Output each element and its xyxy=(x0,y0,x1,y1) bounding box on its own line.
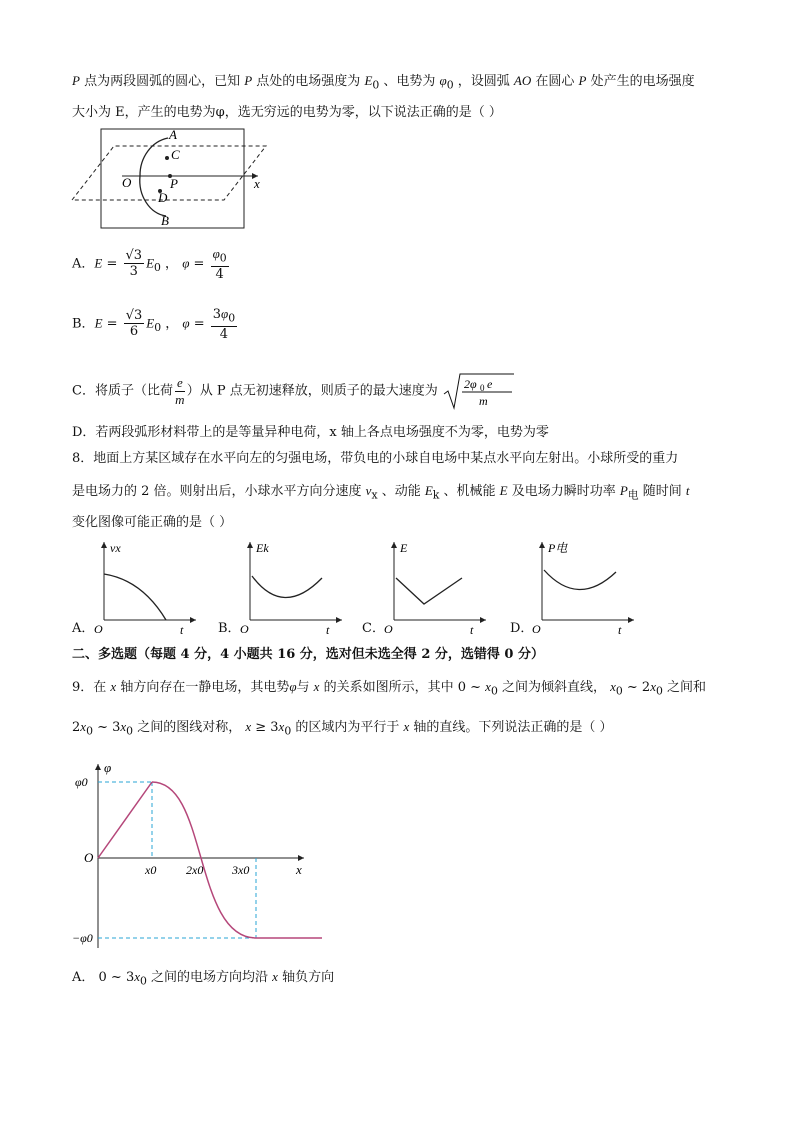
q9-xlabel: x xyxy=(296,862,302,877)
svg-text:e: e xyxy=(486,377,493,391)
svg-text:vx: vx xyxy=(110,541,121,555)
q8-stem-line-3: 变化图像可能正确的是（ ） xyxy=(72,515,233,530)
q8-graph-d xyxy=(530,538,640,638)
section-2-heading: 二、多选题（每题 4 分，4 小题共 16 分，选对但未选全得 2 分，选错得 0 分） xyxy=(72,647,545,662)
q7-option-b: B．E = $\frac{√3}{6}$ $E_0$ ， φ = $\frac{3\varphi_0}{4}$ xyxy=(72,306,236,342)
svg-text:2φ: 2φ xyxy=(463,377,477,391)
q9-graph xyxy=(72,758,332,954)
svg-text:Ek: Ek xyxy=(256,541,269,555)
q7-label-C: C xyxy=(171,147,180,162)
q7-figure xyxy=(70,128,270,230)
q7-label-P: P xyxy=(170,176,178,191)
svg-text:O: O xyxy=(532,622,541,636)
q8-option-c-label: C． xyxy=(362,621,385,636)
q7-label-x: x xyxy=(254,176,260,191)
q9-origin-label: O xyxy=(84,850,94,865)
q9-stem-line-2: $2x_0$ ~ $3x_0$ 之间的图线对称， $x \ge 3x_0$ 的区域内为平行于 x 轴的直线。下列说法正确的是（ ） xyxy=(72,719,613,738)
q7-stem-line-2: 大小为 E，产生的电势为φ，选无穷远的电势为零，以下说法正确的是（ ） xyxy=(72,105,502,120)
q9-phi0-label: φ0 xyxy=(75,775,88,789)
svg-text:O: O xyxy=(384,622,393,636)
q8-graph-a xyxy=(92,538,202,638)
q7-option-c: C．将质子（比荷 $\frac{e}{m}$ ）从 P 点无初速释放，则质子的最大速度为 2φ 0 e m xyxy=(72,372,516,410)
svg-text:O: O xyxy=(94,622,103,636)
q8-option-a-label: A． xyxy=(72,621,95,636)
q9-neg-phi0-label: −φ0 xyxy=(72,931,93,945)
svg-text:t: t xyxy=(618,623,622,637)
q9-option-a: A． 0 ~ $3x_0$ 之间的电场方向均沿 x 轴负方向 xyxy=(72,969,335,988)
q9-stem-line-1: 9．在 x 轴方向存在一静电场，其电势φ与 x 的关系如图所示，其中 0 ~ $x_0$ 之间为倾斜直线， $x_0$ ~ $2x_0$ 之间和 xyxy=(72,679,707,698)
q9-2x0-label: 2x0 xyxy=(186,863,204,877)
svg-text:E: E xyxy=(400,541,408,555)
q8-stem-line-1: 8．地面上方某区域存在水平向左的匀强电场，带负电的小球自电场中某点水平向左射出。小球所受的重力 xyxy=(72,451,679,466)
svg-text:t: t xyxy=(470,623,474,637)
q8-option-b-label: B． xyxy=(218,621,241,636)
svg-text:P电: P电 xyxy=(548,541,568,555)
q9-x0-label: x0 xyxy=(145,863,157,877)
q7-label-O: O xyxy=(122,175,132,190)
q8-option-d-label: D． xyxy=(510,621,534,636)
q8-graph-c xyxy=(382,538,492,638)
svg-text:t: t xyxy=(180,623,184,637)
svg-text:t: t xyxy=(326,623,330,637)
q7-stem-line-1: P 点为两段圆弧的圆心，已知 P 点处的电场强度为 $E_0$ 、电势为 $\varphi_0$ ，设圆弧 AO 在圆心 P 处产生的电场强度 xyxy=(72,73,695,92)
q7-label-B: B xyxy=(161,213,169,228)
q7-label-A: A xyxy=(169,128,177,142)
q9-ylabel: φ xyxy=(104,760,112,775)
sqrt-expression xyxy=(442,372,516,410)
q7-label-D: D xyxy=(158,190,168,205)
q7-option-d: D．若两段弧形材料带上的是等量异种电荷，x 轴上各点电场强度不为零，电势为零 xyxy=(72,425,549,440)
svg-text:m: m xyxy=(478,394,488,408)
svg-text:O: O xyxy=(240,622,249,636)
svg-text:0: 0 xyxy=(479,383,485,393)
q9-3x0-label: 3x0 xyxy=(232,863,250,877)
q7-option-a: A．E = $\frac{√3}{3}$ $E_0$ ， φ = $\frac{\varphi_0}{4}$ xyxy=(72,246,227,282)
q8-stem-line-2: 是电场力的 2 倍。则射出后，小球水平方向分速度 $v_x$ 、动能 $E_k$ 、机械能 E 及电场力瞬时功率 $P_电$ 随时间 t xyxy=(72,483,690,502)
q8-graph-b xyxy=(238,538,348,638)
